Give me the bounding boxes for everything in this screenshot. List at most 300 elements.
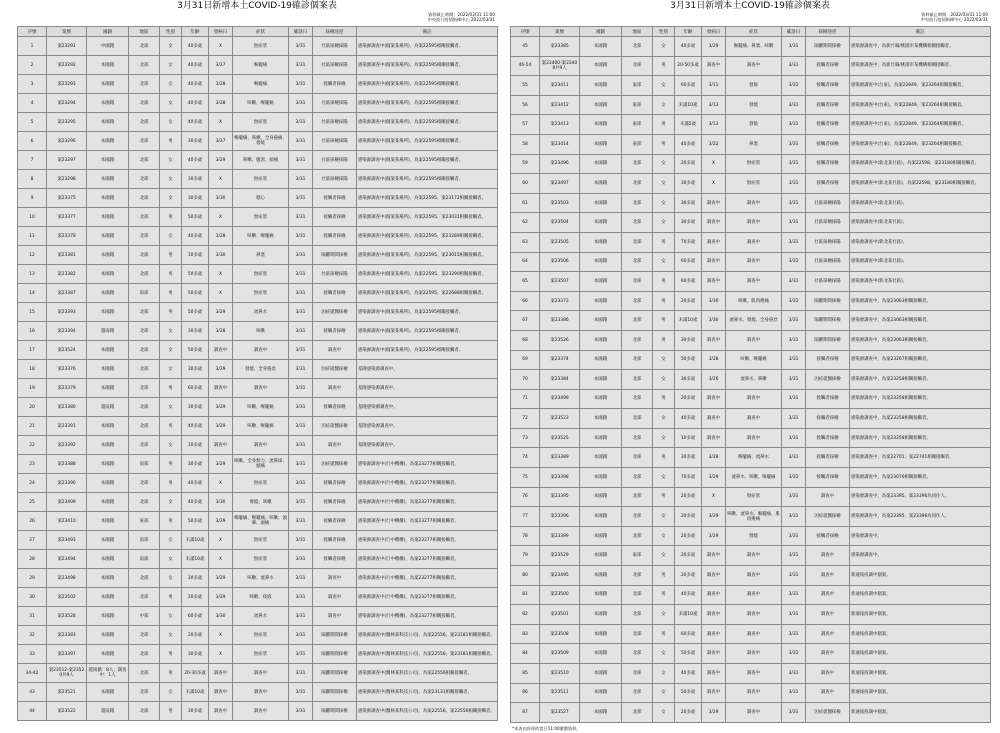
table-cell: 84 xyxy=(511,644,540,664)
table-row xyxy=(18,398,498,417)
table-cell: 3/31 xyxy=(289,94,313,113)
table-cell: 83 xyxy=(511,624,540,644)
table-cell: 3/11 xyxy=(702,76,726,96)
table-cell: 72 xyxy=(511,409,540,429)
table-cell: 40多歲 xyxy=(182,56,209,75)
table-cell: 因症就醫採檢 xyxy=(313,303,357,322)
table-cell: 東部 xyxy=(622,115,653,135)
column-header: 發病日 xyxy=(209,27,233,37)
table-cell: 北部 xyxy=(129,474,160,493)
table-cell: 本國籍 xyxy=(580,507,622,527)
table-cell: 北部 xyxy=(129,569,160,588)
table-cell: 北部 xyxy=(129,379,160,398)
table-cell: 感染源調查中(個案某場所)，為案22595、案23290相關接觸者。 xyxy=(357,265,498,284)
table-cell: 本國籍 xyxy=(580,605,622,625)
table-cell: 流鼻水 xyxy=(233,607,289,626)
table-cell: 40多歲 xyxy=(182,94,209,113)
table-cell: 案23387 xyxy=(47,284,87,303)
table-cell: 12 xyxy=(18,246,47,265)
table-row xyxy=(18,455,498,474)
table-cell: X xyxy=(209,626,233,645)
table-cell: 女 xyxy=(653,350,675,370)
table-row xyxy=(511,409,991,429)
table-cell: 北部 xyxy=(129,113,160,132)
table-cell: 3/31 xyxy=(782,605,806,625)
table-cell: 案23500 xyxy=(540,585,580,605)
table-cell: 3/31 xyxy=(289,322,313,341)
table-cell: 調查中 xyxy=(726,389,782,409)
table-cell: 3/31 xyxy=(782,370,806,390)
table-row xyxy=(18,474,498,493)
table-cell: 新通報疫調中個案。 xyxy=(850,624,991,644)
table-cell: X xyxy=(209,113,233,132)
table-cell: 50多歲 xyxy=(182,512,209,531)
table-cell: 40多歲 xyxy=(675,585,702,605)
table-cell: 3/31 xyxy=(289,569,313,588)
table-row xyxy=(511,507,991,527)
table-cell: 感染源調查中(行中機構)，為案23277相關接觸者。 xyxy=(357,493,498,512)
table-cell: 3/31 xyxy=(782,448,806,468)
table-cell: 未滿10歲 xyxy=(182,531,209,550)
table-cell: 40多歲 xyxy=(182,417,209,436)
table-cell: 發燒 xyxy=(726,95,782,115)
table-cell: 北部 xyxy=(622,174,653,194)
table-row xyxy=(18,265,498,284)
table-cell: 案23527 xyxy=(540,703,580,723)
table-cell: 本國籍 xyxy=(580,311,622,331)
table-cell: 女 xyxy=(653,37,675,57)
table-cell: 女 xyxy=(160,56,182,75)
table-row xyxy=(18,37,498,56)
table-cell: 社區採檢採陽 xyxy=(313,151,357,170)
table-cell: 案23509 xyxy=(540,644,580,664)
table-row xyxy=(511,134,991,154)
table-cell: 調查中 xyxy=(313,607,357,626)
table-row xyxy=(18,94,498,113)
table-cell: 調查中 xyxy=(209,379,233,398)
table-cell: 北部 xyxy=(129,360,160,379)
table-cell: 3/31 xyxy=(782,409,806,429)
table-row xyxy=(511,605,991,625)
table-cell: 50多歲 xyxy=(675,644,702,664)
table-cell: 感染源調查中(個案某場所)，為案22595、案22688相關接觸者。 xyxy=(357,284,498,303)
table-cell: 70多歲 xyxy=(675,232,702,252)
table-cell: 本國籍 xyxy=(580,350,622,370)
table-cell: 調查中 xyxy=(702,389,726,409)
table-cell: 女 xyxy=(653,193,675,213)
table-cell: 女 xyxy=(160,227,182,246)
table-cell: 女 xyxy=(160,569,182,588)
table-cell: 3/31 xyxy=(782,56,806,76)
table-cell: 隔離期間採檢 xyxy=(313,683,357,702)
table-cell: 本國籍 xyxy=(87,683,129,702)
table-cell: 調查中 xyxy=(702,232,726,252)
table-row xyxy=(511,272,991,292)
table-cell: 案23379 xyxy=(47,379,87,398)
table-cell: 本國籍 xyxy=(580,154,622,174)
table-cell: 感染源調查中(個案某場所)，為案22595相關接觸者。 xyxy=(357,94,498,113)
table-cell: 3/31 xyxy=(289,379,313,398)
table-cell: 案23525 xyxy=(540,428,580,448)
table-cell: 無症狀 xyxy=(233,474,289,493)
table-cell: 本國籍 xyxy=(87,208,129,227)
table-cell: 本國籍 xyxy=(580,370,622,390)
table-cell: 男 xyxy=(653,291,675,311)
table-cell: 27 xyxy=(18,531,47,550)
table-cell: 因症就醫採檢 xyxy=(806,370,850,390)
table-cell: 感染源調查中(個案某場所)，為案22595相關接觸者。 xyxy=(357,132,498,151)
table-cell: 50多歲 xyxy=(182,265,209,284)
table-cell: 北部 xyxy=(622,232,653,252)
footnote: *本表內容係依當日11:00彙整資料。 xyxy=(512,725,581,731)
table-cell: 85 xyxy=(511,664,540,684)
table-cell: 77 xyxy=(511,507,540,527)
table-row xyxy=(18,436,498,455)
table-cell: 中部 xyxy=(129,607,160,626)
table-cell: 調查中 xyxy=(726,585,782,605)
table-cell: 3/29 xyxy=(209,398,233,417)
table-cell: 女 xyxy=(160,94,182,113)
table-cell: 喉嚨癢、喉嚨痛、咳嗽、頭暈、頭痛 xyxy=(233,512,289,531)
table-cell: 3/30 xyxy=(209,189,233,208)
table-row xyxy=(511,644,991,664)
table-cell: 女 xyxy=(160,113,182,132)
table-cell: X xyxy=(209,645,233,664)
table-cell: 調查中 xyxy=(233,436,289,455)
table-cell: 男 xyxy=(160,132,182,151)
table-cell: 3/29 xyxy=(209,512,233,531)
table-cell: 社區採檢採陽 xyxy=(806,272,850,292)
column-header: 症狀 xyxy=(233,27,289,37)
table-cell: 調查中 xyxy=(702,624,726,644)
table-cell: 調查中 xyxy=(702,683,726,703)
table-cell: 北部 xyxy=(622,56,653,76)
table-cell: 女 xyxy=(160,436,182,455)
table-cell: 43 xyxy=(18,683,47,702)
table-cell: X xyxy=(702,154,726,174)
table-cell: 本國籍 xyxy=(87,588,129,607)
table-cell: 案23494 xyxy=(47,550,87,569)
table-cell: 流鼻水 xyxy=(233,303,289,322)
table-cell: 4 xyxy=(18,94,47,113)
table-cell: 本國籍 xyxy=(87,607,129,626)
table-row xyxy=(511,526,991,546)
table-cell: 調查中 xyxy=(726,664,782,684)
table-cell: 46-54 xyxy=(511,56,540,76)
table-cell: 3/27 xyxy=(209,132,233,151)
table-cell: 3/31 xyxy=(289,132,313,151)
table-cell: 男 xyxy=(653,566,675,586)
table-cell: 調查中 xyxy=(233,341,289,360)
table-cell: X xyxy=(209,474,233,493)
table-cell: 8 xyxy=(18,170,47,189)
table-cell: 3/13 xyxy=(702,95,726,115)
table-row xyxy=(511,389,991,409)
table-cell: 案23414 xyxy=(540,134,580,154)
table-cell: 流鼻水、咳嗽、喉嚨癢 xyxy=(726,468,782,488)
table-cell: 3/31 xyxy=(782,174,806,194)
meta-line: 中央流行疫情指揮中心 2022/03/31 xyxy=(427,17,495,22)
table-cell: 本國籍 xyxy=(87,75,129,94)
table-cell: 感染源調查中(醫林某科技公司)，為案22556、案23181相關接觸者。 xyxy=(357,645,498,664)
table-cell: 女 xyxy=(653,507,675,527)
table-cell: 本國籍 xyxy=(87,645,129,664)
table-cell: 案23496 xyxy=(540,154,580,174)
table-cell: 北部 xyxy=(129,189,160,208)
table-cell: 接觸者採檢 xyxy=(313,512,357,531)
table-cell: 3/29 xyxy=(702,507,726,527)
table-cell: 本國籍 xyxy=(580,76,622,96)
table-cell: 78 xyxy=(511,526,540,546)
table-cell: 28 xyxy=(18,550,47,569)
table-cell: 女 xyxy=(653,468,675,488)
table-cell: 3/31 xyxy=(782,468,806,488)
table-cell: 67 xyxy=(511,311,540,331)
table-cell: 20-50多歲 xyxy=(675,56,702,76)
table-cell: 案23411 xyxy=(540,76,580,96)
table-cell: 北部 xyxy=(129,303,160,322)
table-cell: 5 xyxy=(18,113,47,132)
table-cell: 71 xyxy=(511,389,540,409)
table-cell: 本國籍 xyxy=(87,113,129,132)
page-title: 3月31日新增本土COVID-19確診個案表 xyxy=(670,1,830,11)
column-header: 序號 xyxy=(18,27,47,37)
table-cell: 發燒、全身倦怠 xyxy=(233,360,289,379)
table-cell: 喉嚨痛 xyxy=(233,75,289,94)
table-cell: 本國籍 xyxy=(580,448,622,468)
table-cell: 咳嗽、痰液 xyxy=(233,588,289,607)
table-cell: 感染源調查中(個案某場所)，為案22595、案23015相關接觸者。 xyxy=(357,246,498,265)
table-cell: 調查中 xyxy=(702,605,726,625)
table-cell: 26 xyxy=(18,512,47,531)
table-cell: 調查中 xyxy=(726,213,782,233)
table-cell: 接觸者採檢 xyxy=(806,526,850,546)
table-row xyxy=(511,624,991,644)
table-cell: 3/29 xyxy=(209,455,233,474)
table-cell: 男 xyxy=(160,645,182,664)
table-cell: 北部 xyxy=(129,227,160,246)
table-cell: 本國籍 xyxy=(87,569,129,588)
table-cell: 40多歲 xyxy=(182,37,209,56)
table-cell: 57 xyxy=(511,115,540,135)
table-cell: 3/31 xyxy=(782,330,806,350)
table-cell: 調查中 xyxy=(726,56,782,76)
table-cell: 感染源調查中(個案某場所)，為案22595相關接觸者。 xyxy=(357,56,498,75)
table-cell: 男 xyxy=(160,664,182,683)
table-cell: 3/31 xyxy=(289,531,313,550)
table-cell: 社區採檢採陽 xyxy=(313,170,357,189)
table-cell: 越南籍：8人、調查中：1人 xyxy=(87,664,129,683)
table-cell: 本國籍 xyxy=(87,550,129,569)
table-cell: 調查中 xyxy=(313,379,357,398)
table-cell: 3/31 xyxy=(782,311,806,331)
table-cell: 調查中 xyxy=(726,703,782,723)
table-cell: 3/31 xyxy=(782,115,806,135)
table-cell: 本國籍 xyxy=(580,624,622,644)
table-cell: 社區採檢採陽 xyxy=(806,252,850,272)
table-cell: 3/31 xyxy=(782,683,806,703)
table-cell: 咳嗽、喉嚨痛 xyxy=(233,398,289,417)
table-row xyxy=(511,154,991,174)
table-cell: 北部 xyxy=(129,417,160,436)
table-cell: 59 xyxy=(511,154,540,174)
table-cell: 20多歲 xyxy=(675,389,702,409)
table-cell: 3/31 xyxy=(289,436,313,455)
table-cell: 30多歲 xyxy=(182,189,209,208)
table-cell: 3/31 xyxy=(289,493,313,512)
table-row xyxy=(18,322,498,341)
table-cell: 調查中 xyxy=(313,341,357,360)
table-cell: 女 xyxy=(160,37,182,56)
table-cell: 3/31 xyxy=(782,95,806,115)
table-cell: 3/31 xyxy=(782,272,806,292)
table-cell: 東部 xyxy=(622,76,653,96)
column-header: 症狀 xyxy=(726,27,782,37)
table-cell: 社區採檢採陽 xyxy=(313,113,357,132)
table-cell: 男 xyxy=(160,474,182,493)
table-cell: 案23395 xyxy=(540,487,580,507)
page-title: 3月31日新增本土COVID-19確診個案表 xyxy=(177,1,337,11)
table-cell: 案23375 xyxy=(47,189,87,208)
table-cell: 男 xyxy=(160,265,182,284)
table-cell: 40多歲 xyxy=(182,75,209,94)
table-cell: 本國籍 xyxy=(580,487,622,507)
table-cell: 3/30 xyxy=(209,607,233,626)
table-cell: 3/31 xyxy=(289,208,313,227)
table-cell: 3/31 xyxy=(289,417,313,436)
table-cell: 3/31 xyxy=(289,683,313,702)
table-cell: 案23292 xyxy=(47,56,87,75)
table-cell: 北部 xyxy=(129,208,160,227)
table-cell: 調查中 xyxy=(702,213,726,233)
table-cell: 咳嗽、喉嚨痛 xyxy=(233,227,289,246)
table-cell: 33 xyxy=(18,645,47,664)
table-cell: 60多歲 xyxy=(675,76,702,96)
table-cell: 調查中 xyxy=(726,232,782,252)
table-cell: 60多歲 xyxy=(675,272,702,292)
table-cell: 調查中 xyxy=(702,193,726,213)
table-cell: 23 xyxy=(18,455,47,474)
table-cell: 感染源調查中，為案23258相關接觸者。 xyxy=(850,370,991,390)
table-row xyxy=(511,428,991,448)
table-cell: 感染源調查中，為案23076相關接觸者。 xyxy=(850,468,991,488)
table-cell: 80 xyxy=(511,566,540,586)
table-cell: 案23374 xyxy=(540,350,580,370)
table-cell: 40多歲 xyxy=(182,493,209,512)
table-row xyxy=(18,645,498,664)
table-cell: 本國籍 xyxy=(580,115,622,135)
table-cell: 感染源調查中，為新竹縣/桃園市某機構相關接觸者。 xyxy=(850,56,991,76)
table-row xyxy=(18,189,498,208)
table-cell: 感染源調查中(行中機構)，為案23277相關接觸者。 xyxy=(357,474,498,493)
table-cell: 案23502 xyxy=(47,588,87,607)
table-cell: 案23512-案23520共9人 xyxy=(47,664,87,683)
table-cell: 咳嗽、全身無力、流鼻涕、頭痛 xyxy=(233,455,289,474)
table-cell: 3/31 xyxy=(289,56,313,75)
table-cell: 案23296 xyxy=(47,132,87,151)
table-cell: 接觸者採檢 xyxy=(313,398,357,417)
table-cell: 11 xyxy=(18,227,47,246)
table-cell: 北部 xyxy=(622,252,653,272)
table-cell: 30多歲 xyxy=(675,174,702,194)
table-cell: 3/29 xyxy=(209,569,233,588)
table-cell: 15 xyxy=(18,303,47,322)
table-cell: 本國籍 xyxy=(87,626,129,645)
table-cell: 無症狀 xyxy=(233,265,289,284)
table-cell: 50多歲 xyxy=(675,350,702,370)
table-cell: 隔離期間採檢 xyxy=(806,37,850,57)
table-row xyxy=(18,113,498,132)
table-cell: 隔離期間採檢 xyxy=(313,246,357,265)
table-cell: 北部 xyxy=(129,94,160,113)
table-cell: 隔離期間採檢 xyxy=(313,645,357,664)
table-cell: 接觸者採檢 xyxy=(806,56,850,76)
table-row xyxy=(18,132,498,151)
table-cell: 男 xyxy=(653,134,675,154)
table-cell: 感染源調查中(新北某社區)。 xyxy=(850,213,991,233)
table-cell: 10多歲 xyxy=(182,246,209,265)
table-cell: 3/31 xyxy=(289,626,313,645)
table-cell: 本國籍 xyxy=(580,585,622,605)
table-cell: 調查中 xyxy=(726,409,782,429)
table-cell: 男 xyxy=(160,379,182,398)
table-cell: 感染源調查中(行中機構)，為案23277相關接觸者。 xyxy=(357,512,498,531)
table-cell: 咳嗽、流鼻水 xyxy=(233,569,289,588)
table-cell: 本國籍 xyxy=(580,389,622,409)
table-cell: 本國籍 xyxy=(87,94,129,113)
table-cell: 感染源調查中(醫林某科技公司)，為案22556相關接觸者。 xyxy=(357,664,498,683)
table-cell: 案23400-案23408共9人 xyxy=(540,56,580,76)
table-cell: 3/31 xyxy=(289,645,313,664)
table-cell: 案23383 xyxy=(47,626,87,645)
table-cell: 本國籍 xyxy=(580,330,622,350)
table-cell: 3/31 xyxy=(289,113,313,132)
table-cell: 社區採檢採陽 xyxy=(806,193,850,213)
table-cell: 案23391 xyxy=(47,417,87,436)
table-cell: 喉嚨癢、流鼻水 xyxy=(726,448,782,468)
table-cell: 3/28 xyxy=(702,350,726,370)
table-row xyxy=(18,550,498,569)
table-cell: 30多歲 xyxy=(182,132,209,151)
table-cell: 29 xyxy=(18,569,47,588)
table-cell: 感染源調查中(台東)，為案22849、案23264相關接觸者。 xyxy=(850,76,991,96)
table-cell: 案23528 xyxy=(47,607,87,626)
table-cell: 案23507 xyxy=(540,272,580,292)
table-cell: 68 xyxy=(511,330,540,350)
table-cell: 接觸者採檢 xyxy=(806,448,850,468)
table-cell: 案23493 xyxy=(47,531,87,550)
table-cell: 本國籍 xyxy=(87,265,129,284)
table-cell: 案23398 xyxy=(540,468,580,488)
table-cell: 北部 xyxy=(622,389,653,409)
table-cell: 因症就醫採檢 xyxy=(806,507,850,527)
table-cell: 調查中 xyxy=(702,428,726,448)
table-cell: 調查中 xyxy=(209,683,233,702)
table-cell: 無症狀 xyxy=(233,37,289,56)
table-cell: 本國籍 xyxy=(87,227,129,246)
table-cell: 62 xyxy=(511,213,540,233)
table-cell: 調查中 xyxy=(702,56,726,76)
table-cell: 74 xyxy=(511,448,540,468)
table-cell: 無症狀 xyxy=(233,113,289,132)
table-row xyxy=(18,227,498,246)
table-cell: 北部 xyxy=(622,311,653,331)
table-cell: 3/29 xyxy=(209,151,233,170)
table-cell: 20-30多歲 xyxy=(182,664,209,683)
table-cell: 40多歲 xyxy=(182,227,209,246)
table-cell: 3/31 xyxy=(289,588,313,607)
table-cell: 案23505 xyxy=(540,232,580,252)
